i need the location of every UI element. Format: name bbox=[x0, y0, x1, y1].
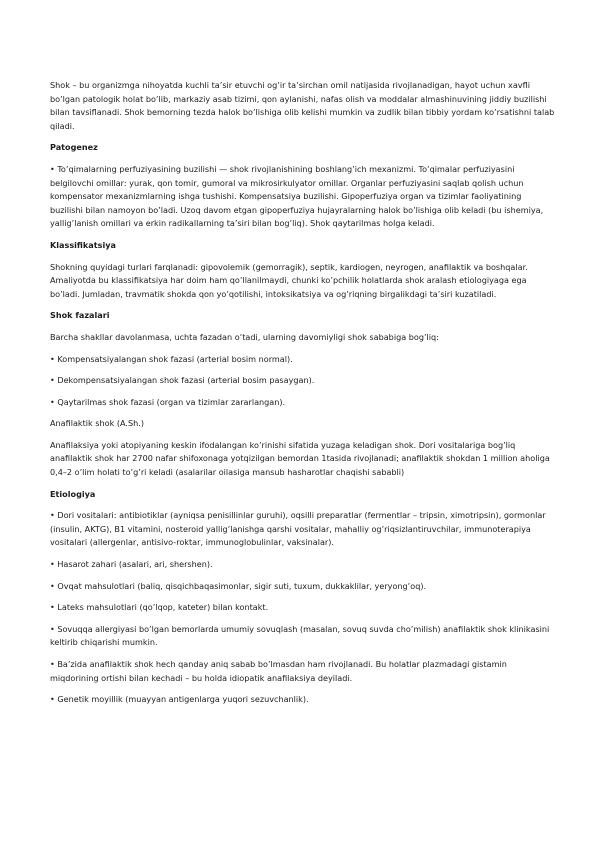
list-item: • Ba’zida anafilaktik shok hech qanday aniq sabab bo’lmasdan ham rivojlanadi. Bu holatlar plazmadagi gistamin miqdorining ortishi bilan kechadi – bu holda idiopatik anafilaksiya deyiladi. bbox=[50, 659, 507, 683]
list-item: • Kompensatsiyalangan shok fazasi (arterial bosim normal). bbox=[50, 353, 293, 364]
list-item: • Hasarot zahari (asalari, ari, shershen). bbox=[50, 559, 213, 570]
list-item: • Qaytarilmas shok fazasi (organ va tizimlar zararlangan). bbox=[50, 396, 286, 407]
document-page bbox=[50, 79, 556, 715]
shok-fazalari-paragraph: Barcha shakllar davolanmasa, uchta fazadan o’tadi, ularning davomiyligi shok sababiga bog’liq: bbox=[50, 331, 439, 342]
intro-paragraph: Shok – bu organizmga nihoyatda kuchli ta’sir etuvchi og’ir ta’sirchan omil natijasida rivojlanadigan, hayot uchun xavfli bo’lgan patologik holat bo’lib, markaziy asab tizimi, qon aylanishi, nafas olish va moddalar almashinuvining jiddiy buzilishi bilan tavsiflanadi. Shok bemorning tezda halok bo’lishiga olib kelishi mumkin va zudlik bilan tibbiy yordam ko’rsatishni talab qiladi. bbox=[50, 80, 555, 131]
anafilaktik-shok-line: Anafilaktik shok (A.Sh.) bbox=[50, 418, 144, 429]
klassifikatsiya-paragraph: Shokning quyidagi turlari farqlanadi: gipovolemik (gemorragik), septik, kardiogen, neyrogen, anafilaktik va boshqalar. Amaliyotda bu klassifikatsiya har doim ham qo’llanilmaydi, chunki ko’pchilik holatlarda shok aralash etiologiyaga ega bo’ladi. Jumladan, travmatik shokda qon yo’qotilishi, intoksikatsiya va og’riqning birgalikdagi ta’siri kuzatiladi. bbox=[50, 261, 528, 299]
list-item: • Ovqat mahsulotlari (baliq, qisqichbaqasimonlar, sigir suti, tuxum, dukkaklilar, yeryong’oq). bbox=[50, 580, 427, 591]
list-item: • Lateks mahsulotlari (qo’lqop, kateter) bilan kontakt. bbox=[50, 602, 269, 613]
list-item: • Genetik moyillik (muayyan antigenlarga yuqori sezuvchanlik). bbox=[50, 694, 309, 705]
klassifikatsiya-heading: Klassifikatsiya bbox=[50, 239, 116, 250]
shok-fazalari-heading: Shok fazalari bbox=[50, 310, 110, 321]
etiologiya-heading: Etiologiya bbox=[50, 488, 96, 499]
patogenez-heading: Patogenez bbox=[50, 142, 98, 153]
list-item: • Sovuqqa allergiyasi bo’lgan bemorlarda umumiy sovuqlash (masalan, sovuq suvda cho’milish) anafilaktik shok klinikasini keltirib chiqarishi mumkin. bbox=[50, 623, 550, 648]
patogenez-paragraph: • To’qimalarning perfuziyasining buzilishi — shok rivojlanishining boshlang’ich mexanizmi. To’qimalar perfuziyasini belgilovchi omillar: yurak, qon tomir, gumoral va mikrosirkulyator omillar. Organlar perfuziyasini saqlab qolish uchun kompensator mexanizmlarning ishga tushishi. Kompensatsiya buzilishi. Gipoperfuziya organ va tizimlar faoliyatining buzilishi bilan namoyon bo’ladi. Uzoq davom etgan gipoperfuziya hujayralarning halok bo’lishiga olib keladi (bu ishemiya, yallig’lanish omillari va erkin radikallarning ta’siri bilan bog’liq). Shok qaytarilmas holga keladi. bbox=[50, 163, 544, 229]
anafilaktik-shok-paragraph: Anafilaksiya yoki atopiyaning keskin ifodalangan ko’rinishi sifatida yuzaga keladigan shok. Dori vositalariga bog’liq anafilaktik shok har 2700 nafar shifoxonaga yotqizilgan bemordan 1tasida rivojlanadi; anafilaktik shokdan 1 million aholiga 0,4–2 o’lim holati to’g’ri keladi (asalarilar oilasiga mansub hasharotlar chaqishi sababli) bbox=[50, 439, 550, 478]
list-item: • Dori vositalari: antibiotiklar (ayniqsa penisillinlar guruhi), oqsilli preparatlar (fermentlar – tripsin, ximotripsin), gormonlar (insulin, AKTG), B1 vitamini, nosteroid yallig’lanishga qarshi vositalar, mahalliy og’riqsizlantiruvchilar, immunoterapiya vositalari (allergenlar, antisivo-roktar, immunoglobulinlar, vaksinalar). bbox=[50, 510, 546, 548]
list-item: • Dekompensatsiyalangan shok fazasi (arterial bosim pasaygan). bbox=[50, 375, 315, 386]
